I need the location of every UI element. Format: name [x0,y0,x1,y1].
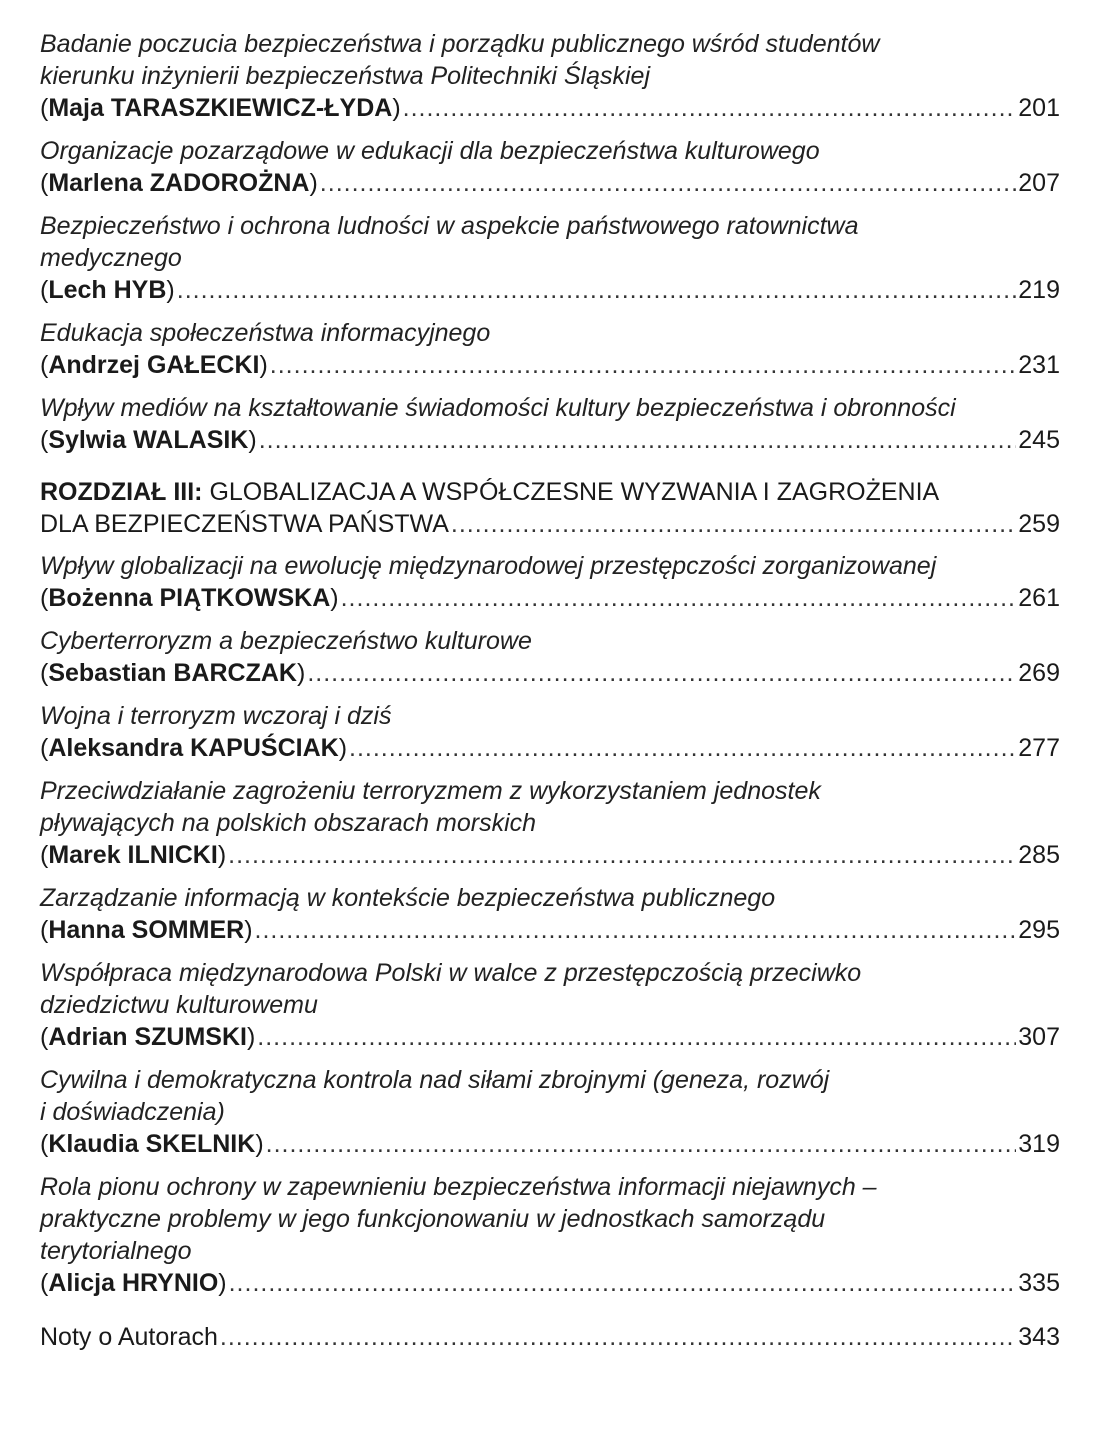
entry-author: Aleksandra KAPUŚCIAK [48,734,339,762]
entry-author-line: (Adrian SZUMSKI) ..... 307 [40,1021,1060,1053]
dot-leader [229,1267,1017,1299]
entry-author-line: (Marek ILNICKI) ..... 285 [40,839,1060,871]
entry-author-line: (Aleksandra KAPUŚCIAK) ..... 277 [40,732,1060,764]
entry-title: Przeciwdziałanie zagrożeniu terroryzmem z wykorzystaniem jednostek pływających na polskich obszarach morskich [40,777,821,837]
entry-title: Wpływ mediów na kształtowanie świadomości kultury bezpieczeństwa i obronności [40,394,956,422]
notes-about-authors [40,1321,1060,1353]
dot-leader [341,582,1017,614]
entry-page-number: 277 [1018,734,1060,762]
toc-entry [40,210,1060,306]
chapter-page-number: 259 [1018,510,1060,538]
table-of-contents [40,28,1060,1353]
entry-title: Cywilna i demokratyczna kontrola nad siłami zbrojnymi (geneza, rozwój i doświadczenia) [40,1066,830,1126]
entry-title: Organizacje pozarządowe w edukacji dla bezpieczeństwa kulturowego [40,137,820,165]
entry-page-number: 307 [1018,1023,1060,1051]
entry-page-number: 201 [1018,94,1060,122]
entry-title: Rola pionu ochrony w zapewnieniu bezpieczeństwa informacji niejawnych – praktyczne problemy w jego funkcjonowaniu w jednostkach samorządu terytorialnego [40,1173,877,1265]
entry-title: Cyberterroryzm a bezpieczeństwo kulturowe [40,627,532,655]
dot-leader [228,839,1016,871]
entry-author: Hanna SOMMER [48,916,245,944]
toc-entry [40,1171,1060,1299]
toc-entry [40,28,1060,124]
dot-leader [266,1128,1017,1160]
entry-page-number: 245 [1018,426,1060,454]
dot-leader [307,657,1016,689]
toc-entry [40,317,1060,381]
dot-leader [451,508,1016,540]
toc-section-bottom [40,550,1060,1299]
toc-entry [40,882,1060,946]
toc-entry [40,135,1060,199]
toc-entry [40,1064,1060,1160]
entry-page-number: 285 [1018,841,1060,869]
toc-entry [40,392,1060,456]
entry-author: Alicja HRYNIO [48,1269,219,1297]
entry-author-line: (Maja TARASZKIEWICZ-ŁYDA) ..... 201 [40,92,1060,124]
dot-leader [403,92,1017,124]
entry-page-number: 261 [1018,584,1060,612]
entry-author-line: (Alicja HRYNIO) ..... 335 [40,1267,1060,1299]
entry-author: Sylwia WALASIK [48,426,249,454]
entry-author-line: (Andrzej GAŁECKI) ..... 231 [40,349,1060,381]
chapter-title-line2: DLA BEZPIECZEŃSTWA PAŃSTWA [40,510,449,538]
dot-leader [270,349,1017,381]
dot-leader [257,1021,1016,1053]
dot-leader [220,1321,1016,1353]
entry-author: Marek ILNICKI [48,841,218,869]
notes-page-number: 343 [1018,1323,1060,1351]
entry-title: Zarządzanie informacją w kontekście bezpieczeństwa publicznego [40,884,776,912]
entry-author: Marlena ZADOROŻNA [48,169,310,197]
entry-page-number: 269 [1018,659,1060,687]
entry-author-line: (Marlena ZADOROŻNA) ..... 207 [40,167,1060,199]
entry-page-number: 319 [1018,1130,1060,1158]
toc-entry [40,625,1060,689]
notes-label: Noty o Autorach [40,1323,218,1351]
entry-title: Badanie poczucia bezpieczeństwa i porządku publicznego wśród studentów kierunku inżynierii bezpieczeństwa Politechniki Śląskiej [40,30,880,90]
entry-author: Andrzej GAŁECKI [48,351,260,379]
entry-author-line: (Sebastian BARCZAK) ..... 269 [40,657,1060,689]
entry-author-line: (Bożenna PIĄTKOWSKA) ..... 261 [40,582,1060,614]
dot-leader [259,424,1017,456]
entry-author-line: (Sylwia WALASIK) ..... 245 [40,424,1060,456]
chapter-heading [40,476,1060,540]
chapter-title-line1: GLOBALIZACJA A WSPÓŁCZESNE WYZWANIA I ZAGROŻENIA [209,478,940,506]
entry-page-number: 335 [1018,1269,1060,1297]
entry-author: Bożenna PIĄTKOWSKA [48,584,331,612]
toc-section-top [40,28,1060,456]
entry-page-number: 295 [1018,916,1060,944]
entry-author-line: (Lech HYB) ..... 219 [40,274,1060,306]
dot-leader [177,274,1017,306]
toc-entry [40,700,1060,764]
entry-author: Sebastian BARCZAK [48,659,297,687]
entry-title: Wojna i terroryzm wczoraj i dziś [40,702,392,730]
entry-title: Bezpieczeństwo i ochrona ludności w aspekcie państwowego ratownictwa medycznego [40,212,859,272]
dot-leader [349,732,1016,764]
dot-leader [255,914,1017,946]
toc-entry [40,775,1060,871]
chapter-number: ROZDZIAŁ III: [40,478,203,506]
entry-author: Adrian SZUMSKI [48,1023,247,1051]
entry-author-line: (Hanna SOMMER) ..... 295 [40,914,1060,946]
entry-author: Lech HYB [48,276,167,304]
entry-page-number: 207 [1018,169,1060,197]
entry-title: Wpływ globalizacji na ewolucję międzynarodowej przestępczości zorganizowanej [40,552,937,580]
entry-title: Współpraca międzynarodowa Polski w walce z przestępczością przeciwko dziedzictwu kulturowemu [40,959,862,1019]
dot-leader [320,167,1016,199]
entry-author: Maja TARASZKIEWICZ-ŁYDA [48,94,393,122]
toc-entry [40,957,1060,1053]
entry-page-number: 219 [1018,276,1060,304]
entry-page-number: 231 [1018,351,1060,379]
entry-title: Edukacja społeczeństwa informacyjnego [40,319,491,347]
toc-entry [40,550,1060,614]
entry-author-line: (Klaudia SKELNIK) ..... 319 [40,1128,1060,1160]
entry-author: Klaudia SKELNIK [48,1130,256,1158]
chapter-title-line2-row [40,508,1060,540]
